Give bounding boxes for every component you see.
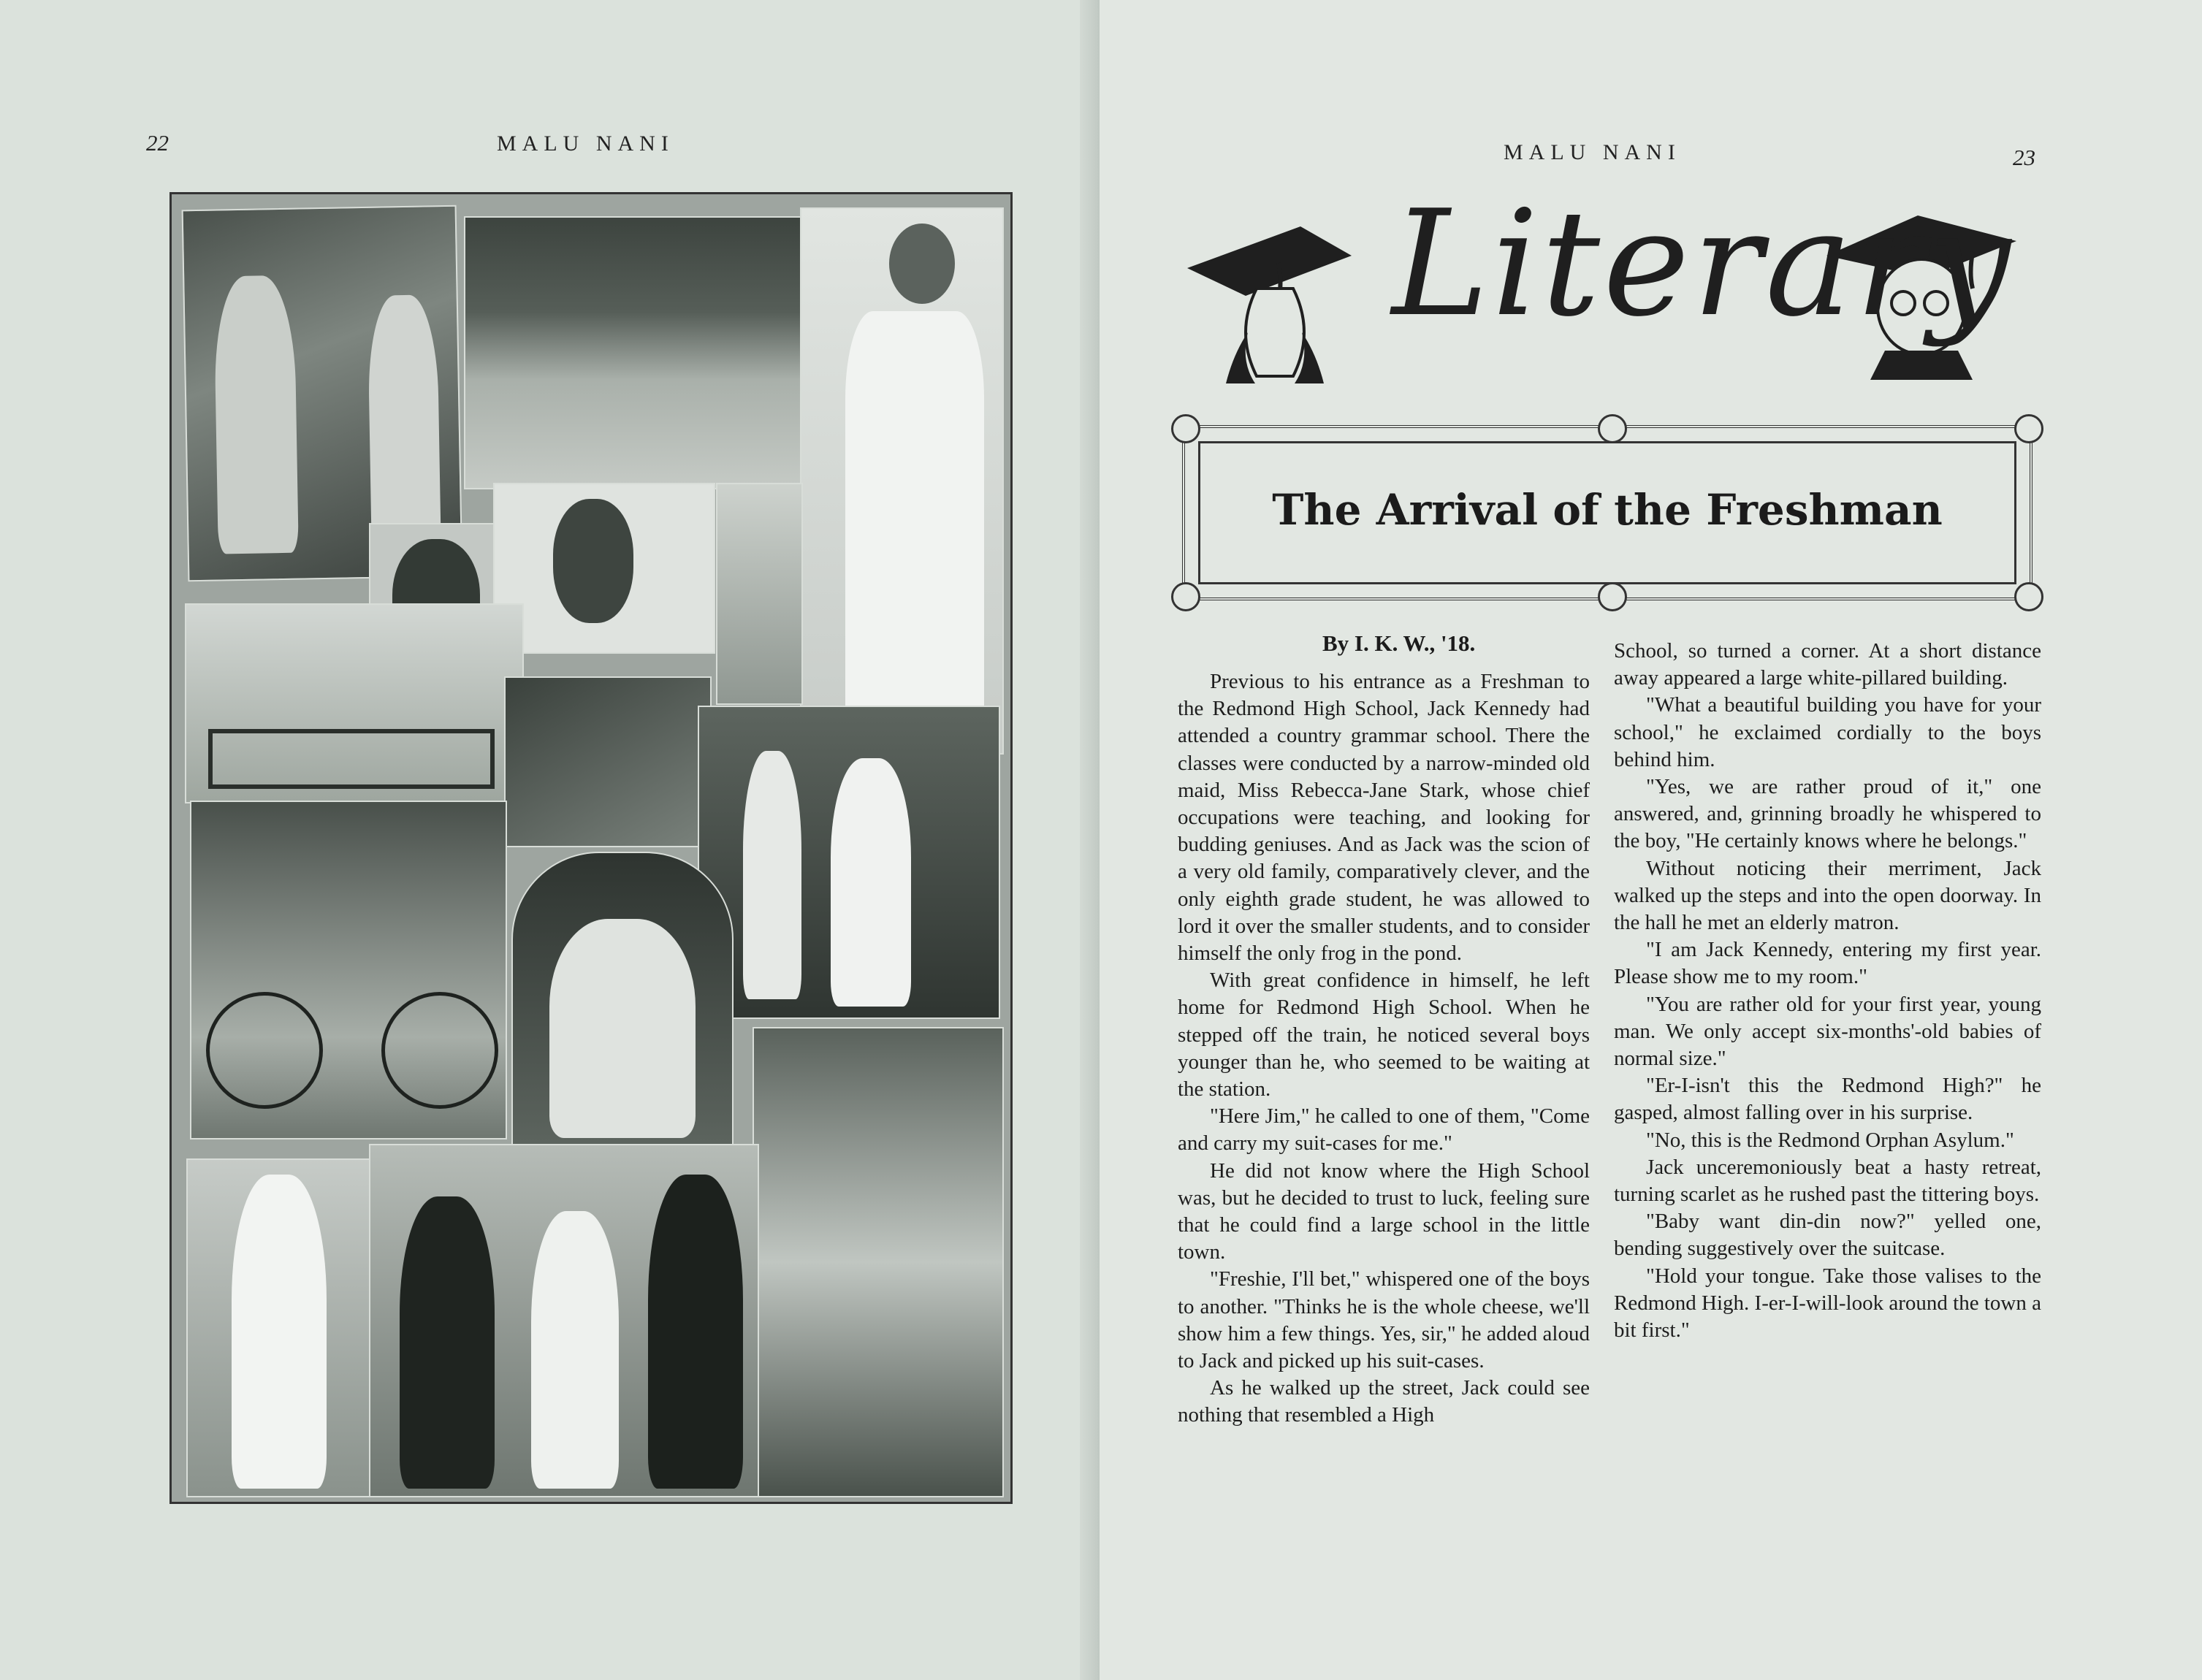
photo-seated-woman: [511, 852, 734, 1158]
story-title-frame: [1182, 425, 2033, 600]
photo-tandem-bicycle: [190, 801, 507, 1139]
left-page: [0, 0, 1100, 1680]
paragraph: "Freshie, I'll bet," whispered one of the boys to another. "Thinks he is the whole cheese, we'll show him a few things. Yes, sir," he added aloud to Jack and picked up his suit-cases.: [1178, 1267, 1590, 1373]
section-title: Literary: [1392, 179, 2014, 349]
photo-collage: [169, 192, 1013, 1504]
paragraph: "Er-I-isn't this the Redmond High?" he gasped, almost falling over in his surprise.: [1614, 1074, 2041, 1125]
photo-two-girls-laughing: [504, 676, 712, 847]
photo-woman-in-tree: [753, 1027, 1004, 1497]
photo-figure-on-field: [716, 483, 803, 705]
paragraph: "Here Jim," he called to one of them, "Come and carry my suit-cases for me.": [1178, 1104, 1590, 1156]
paragraph: School, so turned a corner. At a short distance away appeared a large white-pillared building.: [1614, 639, 2041, 690]
paragraph: "No, this is the Redmond Orphan Asylum.": [1646, 1128, 2014, 1152]
paragraph: "Yes, we are rather proud of it," one answered, and, grinning broadly he whispered to the boy, "He certainly knows where he belongs.": [1614, 775, 2041, 853]
paragraph: He did not know where the High School was, but he decided to trust to luck, feeling sure that he could find a large school in the little town.: [1178, 1158, 1590, 1264]
paragraph: "I am Jack Kennedy, entering my first year. Please show me to my room.": [1614, 938, 2041, 989]
right-page-number: 23: [2013, 145, 2035, 170]
paragraph: Without noticing their merriment, Jack walked up the steps and into the open doorway. In the hall he met an elderly matron.: [1614, 856, 2041, 935]
paragraph: With great confidence in himself, he left home for Redmond High School. When he stepped off the train, he noticed several boys younger than he, who seemed to be waiting at the station.: [1178, 969, 1590, 1101]
photo-young-man-white-suit: [800, 207, 1004, 755]
paragraph: As he walked up the street, Jack could see nothing that resembled a High: [1178, 1376, 1590, 1427]
photo-fence: [185, 603, 524, 803]
byline: By I. K. W., '18.: [1322, 630, 1476, 656]
article-column-2: [1614, 638, 2041, 1344]
left-page-number: 22: [146, 130, 169, 156]
left-running-head: MALU NANI: [497, 131, 674, 156]
right-running-head: MALU NANI: [1504, 140, 1681, 164]
photo-couple-garden: [698, 706, 1000, 1019]
photo-three-women: [369, 1144, 759, 1497]
story-title: The Arrival of the Freshman: [1272, 485, 1943, 535]
photo-girl-portrait-2: [493, 483, 715, 654]
paragraph: "What a beautiful building you have for your school," he exclaimed cordially to the boys behind him.: [1614, 693, 2041, 771]
paragraph: "You are rather old for your first year, young man. We only accept six-months'-old babies of normal size.": [1614, 992, 2041, 1071]
paragraph: Previous to his entrance as a Freshman to the Redmond High School, Jack Kennedy had attended a country grammar school. There the classes were conducted by a narrow-minded old maid, Miss Rebecca-Jane Stark, whose chief occupations were teaching, and looking for budding geniuses. And as Jack was the scion of a very old family, comparatively clever, and the only eighth grade student, he was allowed to lord it over the smaller students, and to consider himself the only frog in the pond.: [1178, 670, 1590, 966]
article-column-1: [1178, 668, 1590, 1429]
paragraph: "Baby want din-din now?" yelled one, bending suggestively over the suitcase.: [1614, 1210, 2041, 1261]
paragraph: "Hold your tongue. Take those valises to the Redmond High. I-er-I-will-look around the town a bit first.": [1614, 1264, 2041, 1343]
photo-landscape: [464, 216, 803, 489]
paragraph: Jack unceremoniously beat a hasty retreat, turning scarlet as he rushed past the tittering boys.: [1614, 1155, 2041, 1207]
photo-girl-white-dress: [186, 1158, 372, 1497]
girl-mortarboard-icon: [1187, 226, 1352, 383]
